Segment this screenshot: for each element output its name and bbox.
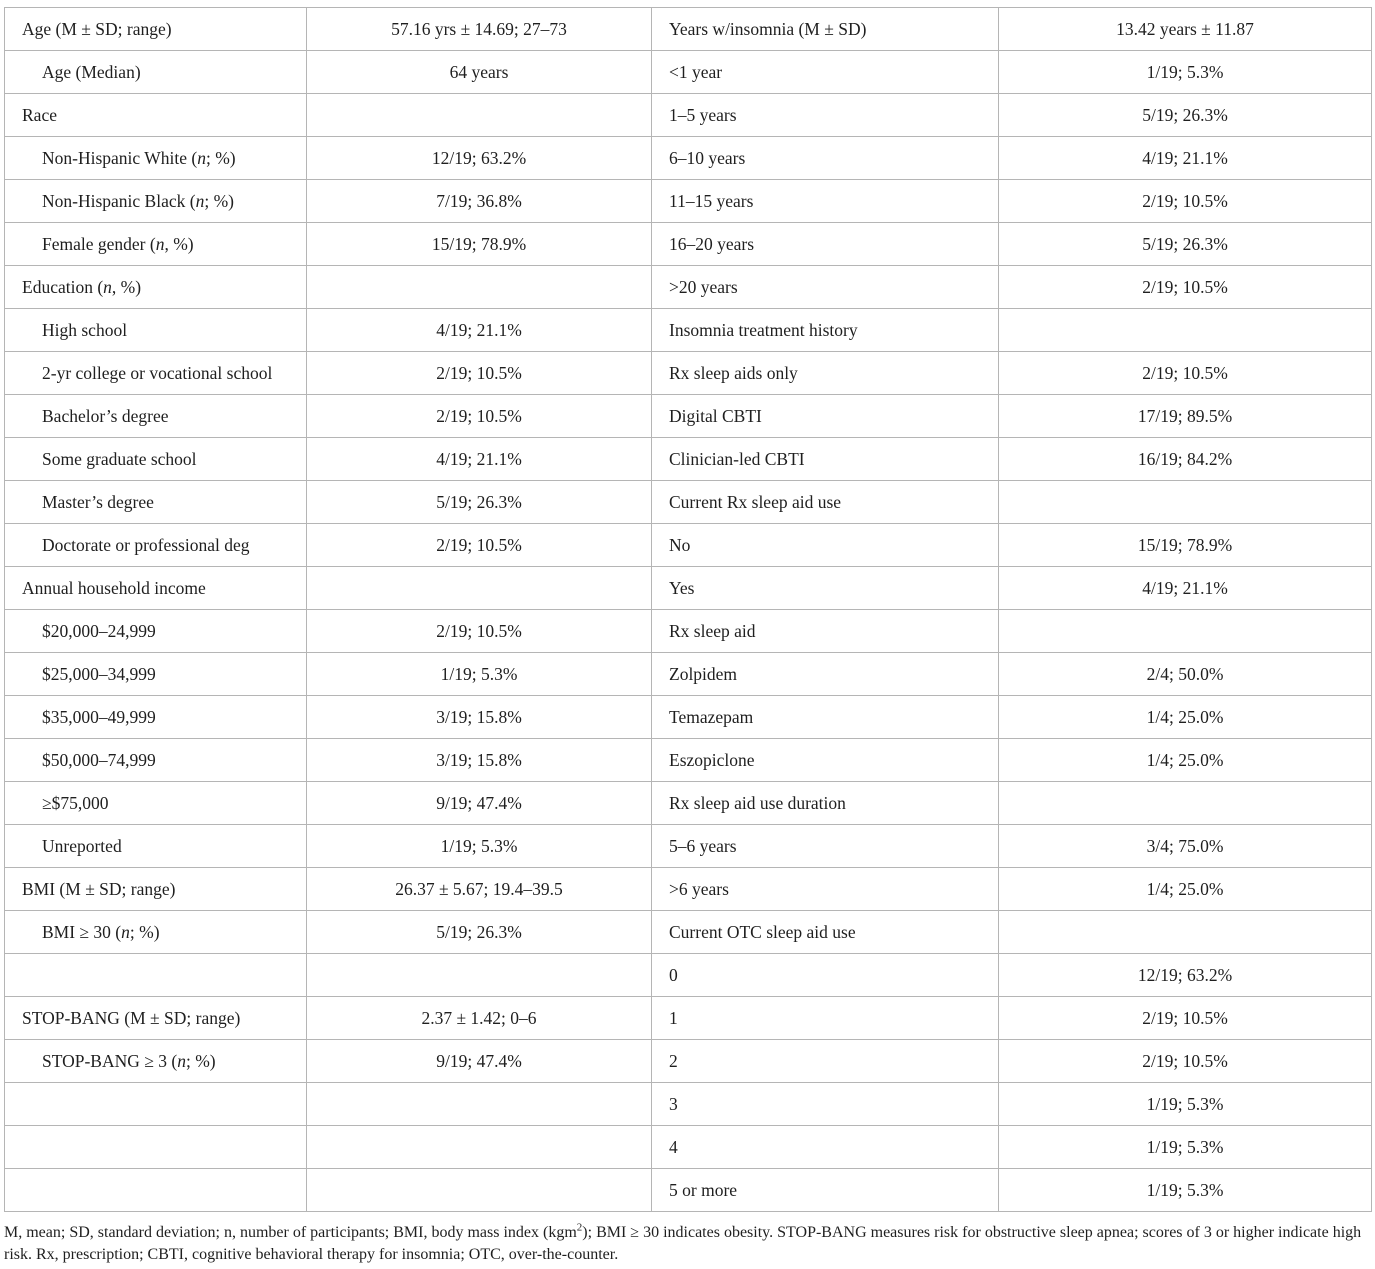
paren: ( (92, 276, 104, 297)
table-row (5, 739, 1372, 782)
table-row (5, 94, 1372, 137)
left-value: 12/19; 63.2% (307, 137, 652, 180)
n-symbol: n (195, 190, 205, 211)
table-row (5, 309, 1372, 352)
left-label (5, 352, 307, 395)
right-value: 4/19; 21.1% (999, 137, 1372, 180)
left-value: 9/19; 47.4% (307, 782, 652, 825)
right-label: Rx sleep aid (652, 610, 999, 653)
right-value: 2/19; 10.5% (999, 997, 1372, 1040)
left-value (307, 954, 652, 997)
right-label: <1 year (652, 51, 999, 94)
label-text: BMI ≥ 30 (42, 921, 111, 942)
n-symbol: n (155, 233, 165, 254)
right-value: 17/19; 89.5% (999, 395, 1372, 438)
right-value: 1/19; 5.3% (999, 1169, 1372, 1212)
table-row (5, 180, 1372, 223)
label-text: Annual household income (22, 577, 206, 598)
left-label (5, 825, 307, 868)
left-value: 3/19; 15.8% (307, 696, 652, 739)
right-label: Clinician-led CBTI (652, 438, 999, 481)
right-label: 1–5 years (652, 94, 999, 137)
left-label (5, 51, 307, 94)
left-value: 2/19; 10.5% (307, 524, 652, 567)
right-value: 2/19; 10.5% (999, 180, 1372, 223)
left-label (5, 610, 307, 653)
label-suffix: , %) (164, 233, 194, 254)
left-label (5, 739, 307, 782)
table-body (5, 8, 1372, 1212)
table-row (5, 1040, 1372, 1083)
right-value: 16/19; 84.2% (999, 438, 1372, 481)
left-label (5, 567, 307, 610)
table-row (5, 997, 1372, 1040)
paren: ( (185, 190, 196, 211)
table-row (5, 954, 1372, 997)
paren: ( (187, 147, 198, 168)
right-value: 5/19; 26.3% (999, 94, 1372, 137)
left-value (307, 1126, 652, 1169)
left-label (5, 223, 307, 266)
label-text: ≥$75,000 (42, 792, 109, 813)
right-value: 1/19; 5.3% (999, 51, 1372, 94)
footnote-superscript: 2 (576, 1221, 583, 1234)
left-label (5, 954, 307, 997)
table-row (5, 223, 1372, 266)
right-label: 4 (652, 1126, 999, 1169)
table-row (5, 696, 1372, 739)
table-row (5, 8, 1372, 51)
left-value: 9/19; 47.4% (307, 1040, 652, 1083)
table-row (5, 1083, 1372, 1126)
left-label (5, 266, 307, 309)
left-label (5, 1083, 307, 1126)
left-value: 7/19; 36.8% (307, 180, 652, 223)
left-label (5, 1126, 307, 1169)
left-label (5, 481, 307, 524)
label-text: Female gender (42, 233, 146, 254)
left-value: 2.37 ± 1.42; 0–6 (307, 997, 652, 1040)
label-suffix: ; %) (129, 921, 160, 942)
label-text: 2-yr college or vocational school (42, 362, 273, 383)
left-label (5, 180, 307, 223)
label-suffix: ; %) (185, 1050, 216, 1071)
right-value: 1/4; 25.0% (999, 739, 1372, 782)
right-label: Temazepam (652, 696, 999, 739)
label-text: Non-Hispanic White (42, 147, 187, 168)
table-row (5, 438, 1372, 481)
table-row (5, 395, 1372, 438)
right-label: Current Rx sleep aid use (652, 481, 999, 524)
right-label: 3 (652, 1083, 999, 1126)
left-label (5, 438, 307, 481)
right-value (999, 782, 1372, 825)
right-value: 4/19; 21.1% (999, 567, 1372, 610)
right-value: 2/19; 10.5% (999, 352, 1372, 395)
table-row (5, 51, 1372, 94)
left-value: 3/19; 15.8% (307, 739, 652, 782)
left-label (5, 137, 307, 180)
table-row (5, 524, 1372, 567)
label-suffix: ; %) (204, 190, 234, 211)
left-value: 1/19; 5.3% (307, 825, 652, 868)
table-row (5, 825, 1372, 868)
right-value: 2/4; 50.0% (999, 653, 1372, 696)
left-value: 4/19; 21.1% (307, 309, 652, 352)
left-value: 4/19; 21.1% (307, 438, 652, 481)
label-text: Some graduate school (42, 448, 197, 469)
label-text: Unreported (42, 835, 122, 856)
table-row (5, 911, 1372, 954)
right-value: 5/19; 26.3% (999, 223, 1372, 266)
label-text: Age (M ± SD; range) (22, 18, 172, 39)
right-label: 0 (652, 954, 999, 997)
left-value: 5/19; 26.3% (307, 911, 652, 954)
left-label (5, 395, 307, 438)
n-symbol: n (197, 147, 206, 168)
right-value: 1/4; 25.0% (999, 696, 1372, 739)
right-label: 5 or more (652, 1169, 999, 1212)
left-value (307, 567, 652, 610)
left-value: 2/19; 10.5% (307, 395, 652, 438)
paren: ( (110, 921, 122, 942)
right-label: 2 (652, 1040, 999, 1083)
table-footnote (4, 1222, 1371, 1266)
right-value: 1/19; 5.3% (999, 1126, 1372, 1169)
right-label: No (652, 524, 999, 567)
left-value (307, 266, 652, 309)
right-label: Eszopiclone (652, 739, 999, 782)
left-label (5, 653, 307, 696)
right-label: >6 years (652, 868, 999, 911)
right-value: 1/19; 5.3% (999, 1083, 1372, 1126)
label-suffix: ; %) (205, 147, 236, 168)
right-label: Insomnia treatment history (652, 309, 999, 352)
n-symbol: n (121, 921, 130, 942)
right-value (999, 481, 1372, 524)
left-value (307, 94, 652, 137)
right-label: 11–15 years (652, 180, 999, 223)
right-label: Current OTC sleep aid use (652, 911, 999, 954)
table-row (5, 868, 1372, 911)
right-label: Digital CBTI (652, 395, 999, 438)
left-label (5, 782, 307, 825)
label-text: BMI (M ± SD; range) (22, 878, 176, 899)
table-row (5, 782, 1372, 825)
left-value: 1/19; 5.3% (307, 653, 652, 696)
label-text: Age (Median) (42, 61, 141, 82)
left-label (5, 696, 307, 739)
label-text: Non-Hispanic Black (42, 190, 186, 211)
left-value: 64 years (307, 51, 652, 94)
label-text: Race (22, 104, 57, 125)
n-symbol: n (103, 276, 112, 297)
table-row (5, 610, 1372, 653)
right-label: Rx sleep aids only (652, 352, 999, 395)
table-row (5, 352, 1372, 395)
left-value (307, 1083, 652, 1126)
left-label (5, 997, 307, 1040)
left-label (5, 309, 307, 352)
table-row (5, 266, 1372, 309)
left-label (5, 1040, 307, 1083)
table-row (5, 567, 1372, 610)
table-row (5, 1126, 1372, 1169)
left-label (5, 524, 307, 567)
label-text: Education (22, 276, 93, 297)
right-label: Rx sleep aid use duration (652, 782, 999, 825)
left-value: 26.37 ± 5.67; 19.4–39.5 (307, 868, 652, 911)
right-label: >20 years (652, 266, 999, 309)
label-text: $50,000–74,999 (42, 749, 156, 770)
table-row (5, 1169, 1372, 1212)
right-value: 15/19; 78.9% (999, 524, 1372, 567)
left-label (5, 1169, 307, 1212)
label-text: STOP-BANG (M ± SD; range) (22, 1007, 241, 1028)
table-row (5, 653, 1372, 696)
left-value: 2/19; 10.5% (307, 610, 652, 653)
footnote-part1: M, mean; SD, standard deviation; n, number of participants; BMI, body mass index (kgm (4, 1224, 577, 1241)
right-value: 2/19; 10.5% (999, 1040, 1372, 1083)
left-label (5, 8, 307, 51)
label-text: STOP-BANG ≥ 3 (42, 1050, 167, 1071)
left-value: 5/19; 26.3% (307, 481, 652, 524)
right-label: 5–6 years (652, 825, 999, 868)
right-value: 12/19; 63.2% (999, 954, 1372, 997)
right-label: Years w/insomnia (M ± SD) (652, 8, 999, 51)
left-value: 57.16 yrs ± 14.69; 27–73 (307, 8, 652, 51)
right-value: 2/19; 10.5% (999, 266, 1372, 309)
right-label: 6–10 years (652, 137, 999, 180)
demographics-table (4, 7, 1372, 1212)
label-text: $25,000–34,999 (42, 663, 156, 684)
label-text: High school (42, 319, 128, 340)
label-text: Doctorate or professional deg (42, 534, 250, 555)
table-row (5, 481, 1372, 524)
label-text: Bachelor’s degree (42, 405, 169, 426)
right-label: 16–20 years (652, 223, 999, 266)
right-value: 3/4; 75.0% (999, 825, 1372, 868)
left-label (5, 911, 307, 954)
paren: ( (167, 1050, 178, 1071)
right-value (999, 911, 1372, 954)
footnote-part2: ); BMI ≥ 30 indicates obesity. STOP-BANG measures risk for obstructive sleep apnea; scores of 3 or higher indicate high risk. Rx, prescription; CBTI, cognitive behavioral therapy for insomnia; OTC, over-the-counter. (4, 1224, 1362, 1263)
left-value: 2/19; 10.5% (307, 352, 652, 395)
left-label (5, 868, 307, 911)
left-value: 15/19; 78.9% (307, 223, 652, 266)
paren: ( (145, 233, 156, 254)
right-label: 1 (652, 997, 999, 1040)
n-symbol: n (177, 1050, 186, 1071)
left-label (5, 94, 307, 137)
right-value (999, 309, 1372, 352)
label-text: $35,000–49,999 (42, 706, 156, 727)
right-value: 1/4; 25.0% (999, 868, 1372, 911)
table-row (5, 137, 1372, 180)
left-value (307, 1169, 652, 1212)
label-text: Master’s degree (42, 491, 154, 512)
right-value (999, 610, 1372, 653)
label-text: $20,000–24,999 (42, 620, 156, 641)
right-value: 13.42 years ± 11.87 (999, 8, 1372, 51)
right-label: Zolpidem (652, 653, 999, 696)
label-suffix: , %) (111, 276, 142, 297)
right-label: Yes (652, 567, 999, 610)
